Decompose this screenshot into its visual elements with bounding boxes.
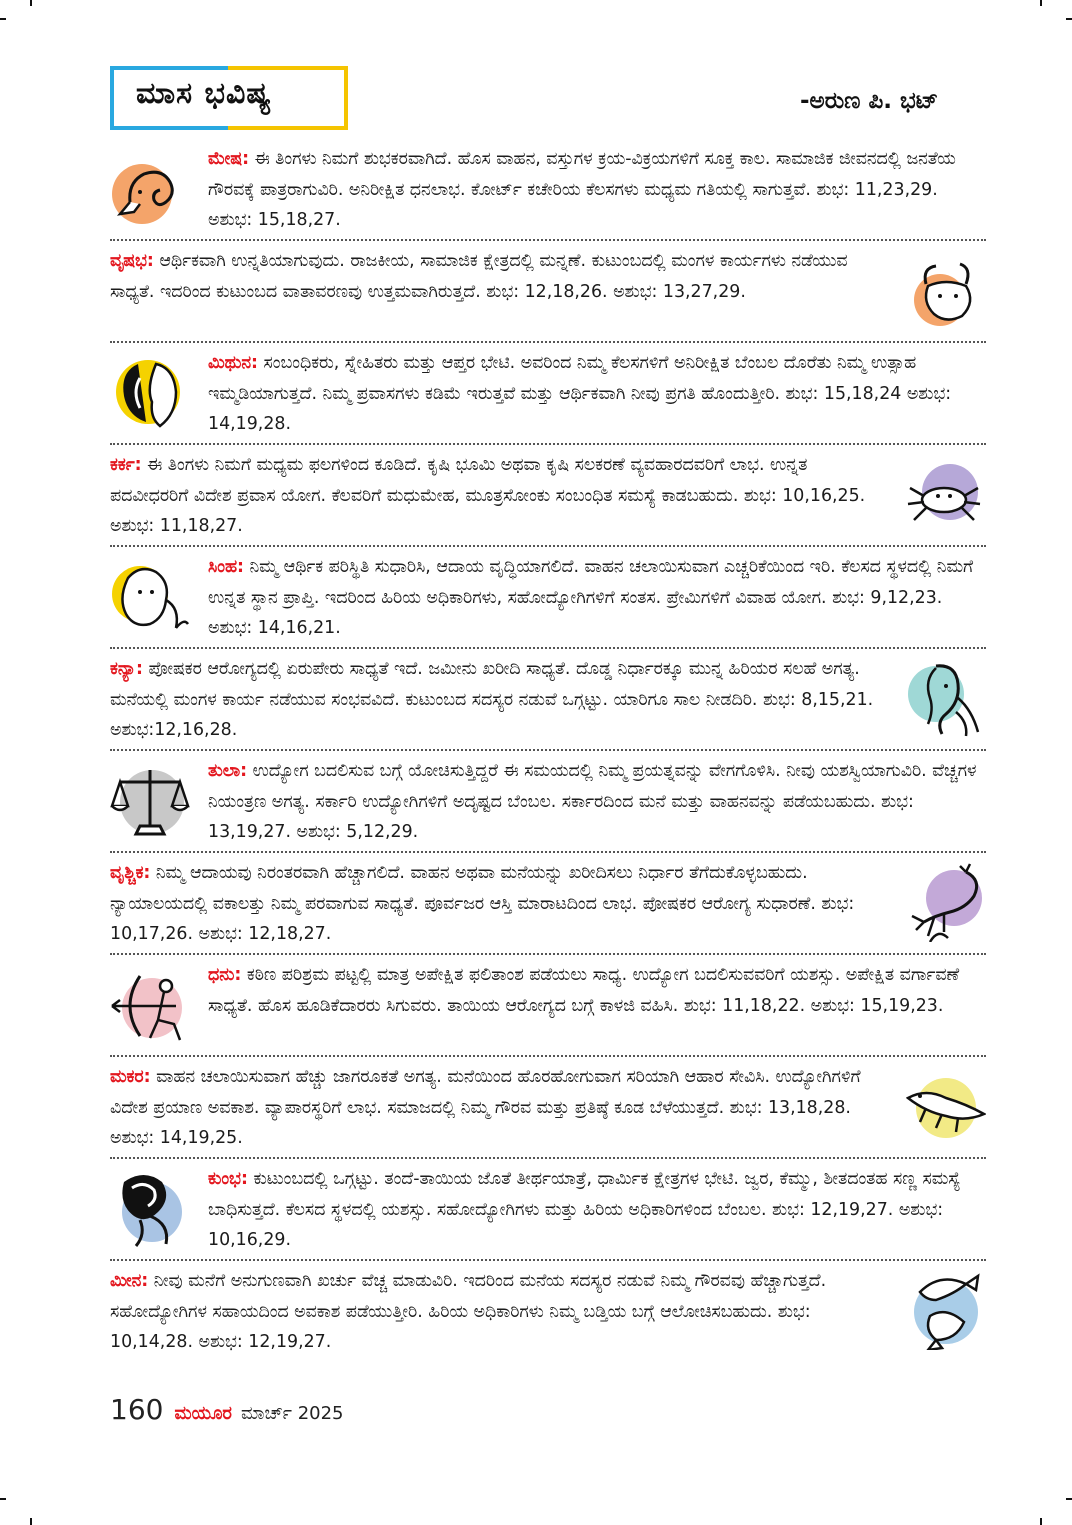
issue-month: ಮಾರ್ಚ್ 2025 bbox=[241, 1403, 344, 1424]
divider bbox=[110, 749, 986, 751]
divider bbox=[110, 953, 986, 955]
entry-text bbox=[110, 858, 890, 950]
sign-name: ಮೇಷ: bbox=[208, 149, 250, 169]
sign-name: ತುಲಾ: bbox=[208, 761, 248, 781]
entry-text bbox=[208, 552, 978, 644]
divider bbox=[110, 443, 986, 445]
prediction-text: ನಿಮ್ಮ ಆದಾಯವು ನಿರಂತರವಾಗಿ ಹೆಚ್ಚಾಗಲಿದೆ. ವಾಹನ ಅಥವಾ ಮನೆಯನ್ನು ಖರೀದಿಸಲು ನಿರ್ಧಾರ ತೆಗೆದುಕೊಳ್ಳಬಹುದು. ನ್ಯಾಯಾಲಯದಲ್ಲಿ ವಕಾಲತ್ತು ನಿಮ್ಮ ಪರವಾಗುವ ಸಾಧ್ಯತೆ. ಪೂರ್ವಜರ ಆಸ್ತಿ ಮಾರಾಟದಿಂದ ಲಾಭ. ಪೋಷಕರ ಆರೋಗ್ಯ ಸುಧಾರಣೆ. ಶುಭ: 10,17,26. ಅಶುಭ: 12,18,27. bbox=[110, 863, 855, 944]
archer-icon bbox=[110, 966, 190, 1046]
prediction-text: ನಿಮ್ಮ ಆರ್ಥಿಕ ಪರಿಸ್ಥಿತಿ ಸುಧಾರಿಸಿ, ಆದಾಯ ವೃದ್ಧಿಯಾಗಲಿದೆ. ವಾಹನ ಚಲಾಯಿಸುವಾಗ ಎಚ್ಚರಿಕೆಯಿಂದ ಇರಿ. ಕೆಲಸದ ಸ್ಥಳದಲ್ಲಿ ನಿಮಗೆ ಉನ್ನತ ಸ್ಥಾನ ಪ್ರಾಪ್ತಿ. ಇದರಿಂದ ಹಿರಿಯ ಅಧಿಕಾರಿಗಳು, ಸಹೋದ್ಯೋಗಿಗಳಿಗೆ ಸಂತಸ. ಪ್ರೇಮಿಗಳಿಗೆ ವಿವಾಹ ಯೋಗ. ಶುಭ: 9,12,23. ಅಶುಭ: 14,16,21. bbox=[208, 557, 974, 638]
page-number: 160 bbox=[110, 1393, 164, 1426]
entry-text bbox=[110, 1062, 890, 1154]
crab-icon bbox=[904, 456, 984, 536]
divider bbox=[110, 1259, 986, 1261]
entry-text bbox=[208, 756, 998, 848]
crop-mark bbox=[30, 1518, 32, 1525]
crop-mark bbox=[1040, 1518, 1042, 1525]
sign-name: ಮಿಥುನ: bbox=[208, 353, 259, 373]
divider bbox=[110, 1157, 986, 1159]
maiden-icon bbox=[906, 658, 986, 738]
twins-icon bbox=[110, 352, 190, 432]
sign-name: ಕುಂಭ: bbox=[208, 1169, 248, 1189]
entry-text bbox=[110, 654, 900, 746]
divider bbox=[110, 341, 986, 343]
ram-icon bbox=[110, 152, 190, 232]
author-byline: -ಅರುಣ ಪಿ. ಭಟ್ bbox=[800, 88, 939, 114]
lion-icon bbox=[110, 558, 190, 638]
crop-mark bbox=[0, 1498, 6, 1500]
prediction-text: ಪೋಷಕರ ಆರೋಗ್ಯದಲ್ಲಿ ಏರುಪೇರು ಸಾಧ್ಯತೆ ಇದೆ. ಜಮೀನು ಖರೀದಿ ಸಾಧ್ಯತೆ. ದೊಡ್ಡ ನಿರ್ಧಾರಕ್ಕೂ ಮುನ್ನ ಹಿರಿಯರ ಸಲಹೆ ಅಗತ್ಯ. ಮನೆಯಲ್ಲಿ ಮಂಗಳ ಕಾರ್ಯ ನಡೆಯುವ ಸಂಭವವಿದೆ. ಕುಟುಂಬದ ಸದಸ್ಯರ ನಡುವೆ ಒಗ್ಗಟ್ಟು. ಯಾರಿಗೂ ಸಾಲ ನೀಡದಿರಿ. ಶುಭ: 8,15,21. ಅಶುಭ:12,16,28. bbox=[110, 659, 874, 740]
sign-name: ಮಕರ: bbox=[110, 1067, 151, 1087]
entry-text bbox=[110, 450, 870, 542]
crop-mark bbox=[1066, 1498, 1072, 1500]
fish-icon bbox=[906, 1270, 986, 1350]
entry-text bbox=[208, 144, 968, 236]
scales-icon bbox=[110, 762, 190, 842]
prediction-text: ಕಠಿಣ ಪರಿಶ್ರಮ ಪಟ್ಟಲ್ಲಿ ಮಾತ್ರ ಅಪೇಕ್ಷಿತ ಫಲಿತಾಂಶ ಪಡೆಯಲು ಸಾಧ್ಯ. ಉದ್ಯೋಗ ಬದಲಿಸುವವರಿಗೆ ಯಶಸ್ಸು. ಅಪೇಕ್ಷಿತ ವರ್ಗಾವಣೆ ಸಾಧ್ಯತೆ. ಹೊಸ ಹೂಡಿಕೆದಾರರು ಸಿಗುವರು. ತಾಯಿಯ ಆರೋಗ್ಯದ ಬಗ್ಗೆ ಕಾಳಜಿ ವಹಿಸಿ. ಶುಭ: 11,18,22. ಅಶುಭ: 15,19,23. bbox=[208, 965, 960, 1016]
crop-mark bbox=[30, 0, 32, 6]
sign-name: ಕರ್ಕ: bbox=[110, 455, 142, 475]
page-title: ಮಾಸ ಭವಿಷ್ಯ bbox=[136, 76, 272, 111]
scorpion-icon bbox=[904, 862, 984, 942]
prediction-text: ವಾಹನ ಚಲಾಯಿಸುವಾಗ ಹೆಚ್ಚು ಜಾಗರೂಕತೆ ಅಗತ್ಯ. ಮನೆಯಿಂದ ಹೊರಹೋಗುವಾಗ ಸರಿಯಾಗಿ ಆಹಾರ ಸೇವಿಸಿ. ಉದ್ಯೋಗಿಗಳಿಗೆ ವಿದೇಶ ಪ್ರಯಾಣ ಅವಕಾಶ. ವ್ಯಾಪಾರಸ್ಥರಿಗೆ ಲಾಭ. ಸಮಾಜದಲ್ಲಿ ನಿಮ್ಮ ಗೌರವ ಮತ್ತು ಪ್ರತಿಷ್ಠೆ ಕೂಡ ಬೆಳೆಯುತ್ತದೆ. ಶುಭ: 13,18,28. ಅಶುಭ: 14,19,25. bbox=[110, 1067, 861, 1148]
bull-icon bbox=[906, 254, 986, 334]
entry-text bbox=[110, 246, 890, 307]
sign-name: ಮೀನ: bbox=[110, 1271, 149, 1291]
sign-name: ಸಿಂಹ: bbox=[208, 557, 244, 577]
prediction-text: ಈ ತಿಂಗಳು ನಿಮಗೆ ಮಧ್ಯಮ ಫಲಗಳಿಂದ ಕೂಡಿದೆ. ಕೃಷಿ ಭೂಮಿ ಅಥವಾ ಕೃಷಿ ಸಲಕರಣೆ ವ್ಯವಹಾರದವರಿಗೆ ಲಾಭ. ಉನ್ನತ ಪದವೀಧರರಿಗೆ ವಿದೇಶ ಪ್ರವಾಸ ಯೋಗ. ಕೆಲವರಿಗೆ ಮಧುಮೇಹ, ಮೂತ್ರಸೋಂಕು ಸಂಬಂಧಿತ ಸಮಸ್ಯೆ ಕಾಡಬಹುದು. ಶುಭ: 10,16,25. ಅಶುಭ: 11,18,27. bbox=[110, 455, 866, 536]
prediction-text: ಸಂಬಂಧಿಕರು, ಸ್ನೇಹಿತರು ಮತ್ತು ಆಪ್ತರ ಭೇಟಿ. ಅವರಿಂದ ನಿಮ್ಮ ಕೆಲಸಗಳಿಗೆ ಅನಿರೀಕ್ಷಿತ ಬೆಂಬಲ ದೊರೆತು ನಿಮ್ಮ ಉತ್ಸಾಹ ಇಮ್ಮಡಿಯಾಗುತ್ತದೆ. ನಿಮ್ಮ ಪ್ರವಾಸಗಳು ಕಡಿಮೆ ಇರುತ್ತವೆ ಮತ್ತು ಆರ್ಥಿಕವಾಗಿ ನೀವು ಪ್ರಗತಿ ಹೊಂದುತ್ತೀರಿ. ಶುಭ: 15,18,24 ಅಶುಭ: 14,19,28. bbox=[208, 353, 952, 434]
title-box bbox=[110, 66, 348, 128]
crop-mark bbox=[1066, 18, 1072, 20]
divider bbox=[110, 647, 986, 649]
sign-name: ಧನು: bbox=[208, 965, 242, 985]
prediction-text: ನೀವು ಮನೆಗೆ ಅನುಗುಣವಾಗಿ ಖರ್ಚು ವೆಚ್ಚ ಮಾಡುವಿರಿ. ಇದರಿಂದ ಮನೆಯ ಸದಸ್ಯರ ನಡುವೆ ನಿಮ್ಮ ಗೌರವವು ಹೆಚ್ಚಾಗುತ್ತದೆ. ಸಹೋದ್ಯೋಗಿಗಳ ಸಹಾಯದಿಂದ ಅವಕಾಶ ಪಡೆಯುತ್ತೀರಿ. ಹಿರಿಯ ಅಧಿಕಾರಿಗಳು ನಿಮ್ಮ ಬಡ್ತಿಯ ಬಗ್ಗೆ ಆಲೋಚಿಸಬಹುದು. ಶುಭ: 10,14,28. ಅಶುಭ: 12,19,27. bbox=[110, 1271, 827, 1352]
sign-name: ವೃಷಭ: bbox=[110, 251, 154, 271]
crop-mark bbox=[0, 18, 6, 20]
divider bbox=[110, 545, 986, 547]
prediction-text: ಕುಟುಂಬದಲ್ಲಿ ಒಗ್ಗಟ್ಟು. ತಂದೆ-ತಾಯಿಯ ಜೊತೆ ತೀರ್ಥಯಾತ್ರೆ, ಧಾರ್ಮಿಕ ಕ್ಷೇತ್ರಗಳ ಭೇಟಿ. ಜ್ವರ, ಕೆಮ್ಮು, ಶೀತದಂತಹ ಸಣ್ಣ ಸಮಸ್ಯೆ ಬಾಧಿಸುತ್ತದೆ. ಕೆಲಸದ ಸ್ಥಳದಲ್ಲಿ ಯಶಸ್ಸು. ಸಹೋದ್ಯೋಗಿಗಳು ಮತ್ತು ಹಿರಿಯ ಅಧಿಕಾರಿಗಳಿಂದ ಬೆಂಬಲ. ಶುಭ: 12,19,27. ಅಶುಭ: 10,16,29. bbox=[208, 1169, 961, 1250]
entry-text bbox=[208, 348, 978, 440]
prediction-text: ಆರ್ಥಿಕವಾಗಿ ಉನ್ನತಿಯಾಗುವುದು. ರಾಜಕೀಯ, ಸಾಮಾಜಿಕ ಕ್ಷೇತ್ರದಲ್ಲಿ ಮನ್ನಣೆ. ಕುಟುಂಬದಲ್ಲಿ ಮಂಗಳ ಕಾರ್ಯಗಳು ನಡೆಯುವ ಸಾಧ್ಯತೆ. ಇದರಿಂದ ಕುಟುಂಬದ ವಾತಾವರಣವು ಉತ್ತಮವಾಗಿರುತ್ತದೆ. ಶುಭ: 12,18,26. ಅಶುಭ: 13,27,29. bbox=[110, 251, 848, 302]
water-pot-icon bbox=[110, 1168, 190, 1248]
entry-text bbox=[208, 1164, 978, 1256]
divider bbox=[110, 851, 986, 853]
entry-text bbox=[110, 1266, 885, 1358]
crocodile-icon bbox=[906, 1068, 986, 1148]
divider bbox=[110, 1055, 986, 1057]
sign-name: ವೃಶ್ಚಿಕ: bbox=[110, 863, 151, 883]
crop-mark bbox=[1040, 0, 1042, 6]
page-footer bbox=[110, 1393, 344, 1426]
divider bbox=[110, 239, 986, 241]
entry-text bbox=[208, 960, 983, 1021]
prediction-text: ಈ ತಿಂಗಳು ನಿಮಗೆ ಶುಭಕರವಾಗಿದೆ. ಹೊಸ ವಾಹನ, ವಸ್ತುಗಳ ಕ್ರಯ-ವಿಕ್ರಯಗಳಿಗೆ ಸೂಕ್ತ ಕಾಲ. ಸಾಮಾಜಿಕ ಜೀವನದಲ್ಲಿ ಜನತೆಯ ಗೌರವಕ್ಕೆ ಪಾತ್ರರಾಗುವಿರಿ. ಅನಿರೀಕ್ಷಿತ ಧನಲಾಭ. ಕೋರ್ಟ್ ಕಚೇರಿಯ ಕೆಲಸಗಳು ಮಧ್ಯಮ ಗತಿಯಲ್ಲಿ ಸಾಗುತ್ತವೆ. ಶುಭ: 11,23,29. ಅಶುಭ: 15,18,27. bbox=[208, 149, 956, 230]
magazine-name: ಮಯೂರ bbox=[174, 1403, 232, 1424]
sign-name: ಕನ್ಯಾ: bbox=[110, 659, 143, 679]
prediction-text: ಉದ್ಯೋಗ ಬದಲಿಸುವ ಬಗ್ಗೆ ಯೋಚಿಸುತ್ತಿದ್ದರೆ ಈ ಸಮಯದಲ್ಲಿ ನಿಮ್ಮ ಪ್ರಯತ್ನವನ್ನು ವೇಗಗೊಳಿಸಿ. ನೀವು ಯಶಸ್ವಿಯಾಗುವಿರಿ. ವೆಚ್ಚಗಳ ನಿಯಂತ್ರಣ ಅಗತ್ಯ. ಸರ್ಕಾರಿ ಉದ್ಯೋಗಿಗಳಿಗೆ ಅದೃಷ್ಟದ ಬೆಂಬಲ. ಸರ್ಕಾರದಿಂದ ಮನೆ ಮತ್ತು ವಾಹನವನ್ನು ಪಡೆಯಬಹುದು. ಶುಭ: 13,19,27. ಅಶುಭ: 5,12,29. bbox=[208, 761, 977, 842]
